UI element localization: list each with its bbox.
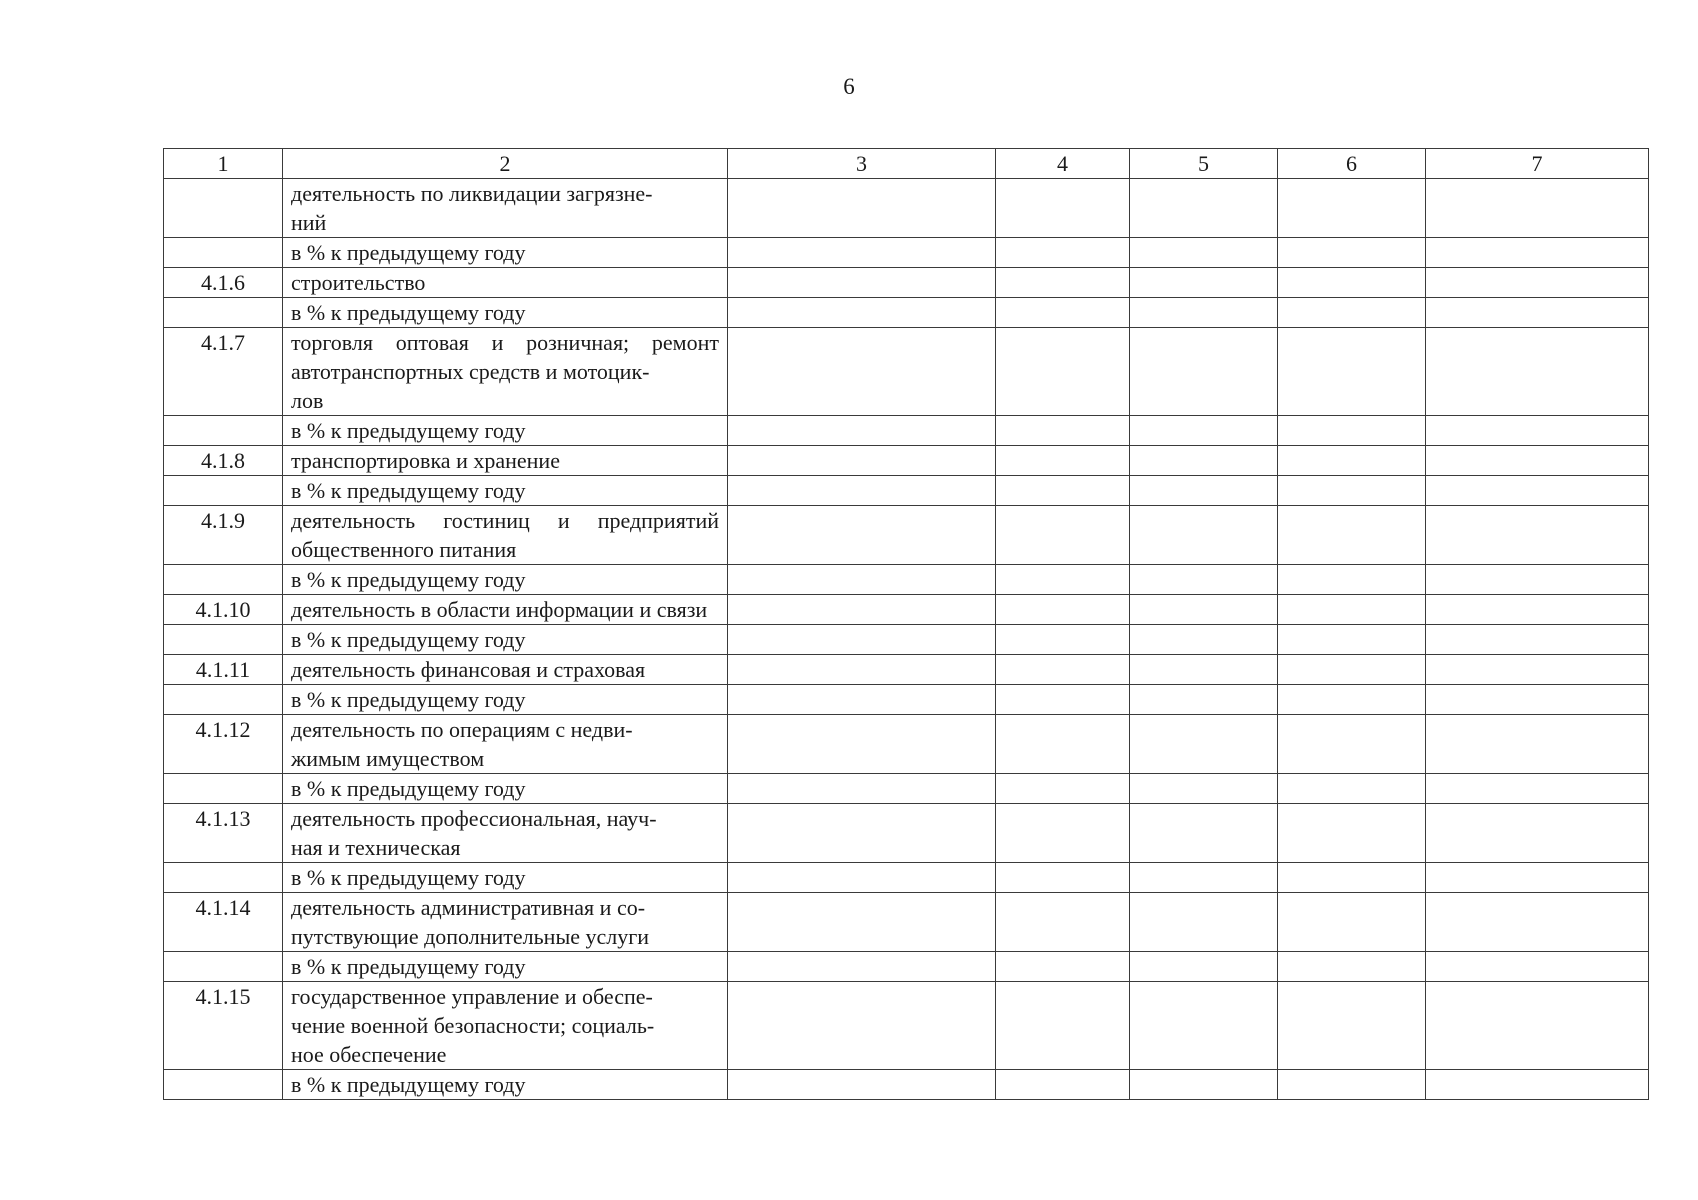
column-header: 6 <box>1278 149 1426 179</box>
empty-cell <box>1426 179 1649 238</box>
empty-cell <box>996 893 1130 952</box>
empty-cell <box>1426 238 1649 268</box>
empty-cell <box>1130 446 1278 476</box>
empty-cell <box>1130 774 1278 804</box>
empty-cell <box>1426 715 1649 774</box>
row-label: деятельность в области информации и связи <box>283 595 728 625</box>
empty-cell <box>1278 863 1426 893</box>
row-number <box>164 565 283 595</box>
empty-cell <box>1278 238 1426 268</box>
row-number <box>164 179 283 238</box>
row-label: в % к предыдущему году <box>283 863 728 893</box>
empty-cell <box>1130 655 1278 685</box>
empty-cell <box>1426 298 1649 328</box>
empty-cell <box>1426 952 1649 982</box>
empty-cell <box>1278 179 1426 238</box>
empty-cell <box>1130 982 1278 1070</box>
empty-cell <box>728 595 996 625</box>
empty-cell <box>1278 685 1426 715</box>
empty-cell <box>996 863 1130 893</box>
row-number: 4.1.15 <box>164 982 283 1070</box>
empty-cell <box>1278 298 1426 328</box>
empty-cell <box>996 268 1130 298</box>
empty-cell <box>1426 595 1649 625</box>
column-header: 7 <box>1426 149 1649 179</box>
row-label: в % к предыдущему году <box>283 238 728 268</box>
empty-cell <box>996 595 1130 625</box>
row-number: 4.1.6 <box>164 268 283 298</box>
row-number <box>164 863 283 893</box>
row-label: государственное управление и обеспе- чение военной безопасности; социаль- ное обеспечение <box>283 982 728 1070</box>
table-row <box>164 685 1649 715</box>
empty-cell <box>1130 715 1278 774</box>
row-label: в % к предыдущему году <box>283 625 728 655</box>
table-row <box>164 416 1649 446</box>
row-label: в % к предыдущему году <box>283 952 728 982</box>
empty-cell <box>1278 715 1426 774</box>
row-number <box>164 774 283 804</box>
table-row <box>164 476 1649 506</box>
empty-cell <box>728 893 996 952</box>
column-header: 3 <box>728 149 996 179</box>
table-row <box>164 804 1649 863</box>
empty-cell <box>1278 268 1426 298</box>
empty-cell <box>728 1070 996 1100</box>
empty-cell <box>1278 565 1426 595</box>
row-label: деятельность по операциям с недви- жимым имуществом <box>283 715 728 774</box>
empty-cell <box>996 476 1130 506</box>
empty-cell <box>728 774 996 804</box>
row-label: в % к предыдущему году <box>283 565 728 595</box>
table-body <box>164 179 1649 1100</box>
row-number: 4.1.7 <box>164 328 283 416</box>
row-number <box>164 476 283 506</box>
empty-cell <box>1130 298 1278 328</box>
empty-cell <box>1426 804 1649 863</box>
empty-cell <box>1278 446 1426 476</box>
empty-cell <box>1426 1070 1649 1100</box>
report-table <box>163 148 1649 1100</box>
empty-cell <box>728 238 996 268</box>
row-number <box>164 685 283 715</box>
empty-cell <box>1130 863 1278 893</box>
empty-cell <box>1278 655 1426 685</box>
empty-cell <box>1130 506 1278 565</box>
empty-cell <box>996 446 1130 476</box>
table-row <box>164 1070 1649 1100</box>
column-header: 2 <box>283 149 728 179</box>
empty-cell <box>1130 625 1278 655</box>
empty-cell <box>996 625 1130 655</box>
empty-cell <box>728 952 996 982</box>
table-row <box>164 446 1649 476</box>
table-row <box>164 715 1649 774</box>
table-row <box>164 298 1649 328</box>
empty-cell <box>728 268 996 298</box>
row-number: 4.1.13 <box>164 804 283 863</box>
empty-cell <box>1130 595 1278 625</box>
column-header: 1 <box>164 149 283 179</box>
empty-cell <box>728 863 996 893</box>
column-header: 5 <box>1130 149 1278 179</box>
empty-cell <box>1278 1070 1426 1100</box>
row-label: в % к предыдущему году <box>283 1070 728 1100</box>
table-row <box>164 595 1649 625</box>
empty-cell <box>1426 268 1649 298</box>
row-number: 4.1.8 <box>164 446 283 476</box>
empty-cell <box>1130 1070 1278 1100</box>
table-row <box>164 328 1649 416</box>
row-label: деятельность административная и со- путствующие дополнительные услуги <box>283 893 728 952</box>
header-row <box>164 149 1649 179</box>
empty-cell <box>1130 179 1278 238</box>
empty-cell <box>996 328 1130 416</box>
empty-cell <box>1426 685 1649 715</box>
empty-cell <box>1130 268 1278 298</box>
row-number: 4.1.11 <box>164 655 283 685</box>
empty-cell <box>1426 655 1649 685</box>
empty-cell <box>728 298 996 328</box>
table-row <box>164 952 1649 982</box>
empty-cell <box>1426 893 1649 952</box>
empty-cell <box>996 685 1130 715</box>
empty-cell <box>1426 774 1649 804</box>
empty-cell <box>996 655 1130 685</box>
row-number <box>164 952 283 982</box>
row-label: транспортировка и хранение <box>283 446 728 476</box>
empty-cell <box>728 982 996 1070</box>
empty-cell <box>1278 506 1426 565</box>
table-row <box>164 774 1649 804</box>
table-row <box>164 625 1649 655</box>
table-row <box>164 238 1649 268</box>
row-number <box>164 1070 283 1100</box>
empty-cell <box>728 416 996 446</box>
row-number <box>164 416 283 446</box>
empty-cell <box>1278 476 1426 506</box>
empty-cell <box>1278 625 1426 655</box>
empty-cell <box>996 982 1130 1070</box>
empty-cell <box>1278 416 1426 446</box>
row-number: 4.1.12 <box>164 715 283 774</box>
empty-cell <box>996 715 1130 774</box>
empty-cell <box>728 565 996 595</box>
empty-cell <box>1426 625 1649 655</box>
empty-cell <box>1426 982 1649 1070</box>
empty-cell <box>996 238 1130 268</box>
empty-cell <box>1278 982 1426 1070</box>
empty-cell <box>728 625 996 655</box>
table-row <box>164 655 1649 685</box>
empty-cell <box>728 506 996 565</box>
empty-cell <box>996 804 1130 863</box>
row-label: в % к предыдущему году <box>283 774 728 804</box>
empty-cell <box>996 416 1130 446</box>
empty-cell <box>728 179 996 238</box>
table-row <box>164 179 1649 238</box>
empty-cell <box>728 476 996 506</box>
row-number <box>164 625 283 655</box>
row-number: 4.1.14 <box>164 893 283 952</box>
row-label: деятельность финансовая и страховая <box>283 655 728 685</box>
empty-cell <box>1130 238 1278 268</box>
empty-cell <box>1426 446 1649 476</box>
row-label: в % к предыдущему году <box>283 416 728 446</box>
empty-cell <box>728 685 996 715</box>
empty-cell <box>1278 893 1426 952</box>
empty-cell <box>996 774 1130 804</box>
empty-cell <box>996 506 1130 565</box>
empty-cell <box>1130 416 1278 446</box>
table-row <box>164 982 1649 1070</box>
empty-cell <box>728 715 996 774</box>
empty-cell <box>1130 476 1278 506</box>
empty-cell <box>1130 952 1278 982</box>
empty-cell <box>728 446 996 476</box>
empty-cell <box>1278 595 1426 625</box>
empty-cell <box>728 655 996 685</box>
table-row <box>164 268 1649 298</box>
empty-cell <box>1426 565 1649 595</box>
row-label: торговля оптовая и розничная; ремонт автотранспортных средств и мотоцик- лов <box>283 328 728 416</box>
row-label: строительство <box>283 268 728 298</box>
row-number: 4.1.9 <box>164 506 283 565</box>
empty-cell <box>1426 863 1649 893</box>
empty-cell <box>1278 774 1426 804</box>
table-row <box>164 863 1649 893</box>
row-number: 4.1.10 <box>164 595 283 625</box>
row-label: в % к предыдущему году <box>283 298 728 328</box>
empty-cell <box>1278 804 1426 863</box>
empty-cell <box>1130 804 1278 863</box>
empty-cell <box>996 179 1130 238</box>
row-number <box>164 298 283 328</box>
empty-cell <box>1426 416 1649 446</box>
empty-cell <box>996 952 1130 982</box>
empty-cell <box>1130 685 1278 715</box>
empty-cell <box>728 804 996 863</box>
row-label: в % к предыдущему году <box>283 476 728 506</box>
empty-cell <box>1130 328 1278 416</box>
row-label: деятельность гостиниц и предприятий общественного питания <box>283 506 728 565</box>
table-row <box>164 893 1649 952</box>
row-label: в % к предыдущему году <box>283 685 728 715</box>
row-number <box>164 238 283 268</box>
empty-cell <box>1426 476 1649 506</box>
column-header: 4 <box>996 149 1130 179</box>
empty-cell <box>1426 328 1649 416</box>
empty-cell <box>1278 952 1426 982</box>
row-label: деятельность профессиональная, науч- ная и техническая <box>283 804 728 863</box>
table-row <box>164 565 1649 595</box>
row-label: деятельность по ликвидации загрязне- ний <box>283 179 728 238</box>
empty-cell <box>996 1070 1130 1100</box>
empty-cell <box>1278 328 1426 416</box>
empty-cell <box>1130 565 1278 595</box>
page-number: 6 <box>843 74 855 99</box>
table-row <box>164 506 1649 565</box>
empty-cell <box>1130 893 1278 952</box>
empty-cell <box>728 328 996 416</box>
empty-cell <box>996 298 1130 328</box>
empty-cell <box>996 565 1130 595</box>
empty-cell <box>1426 506 1649 565</box>
